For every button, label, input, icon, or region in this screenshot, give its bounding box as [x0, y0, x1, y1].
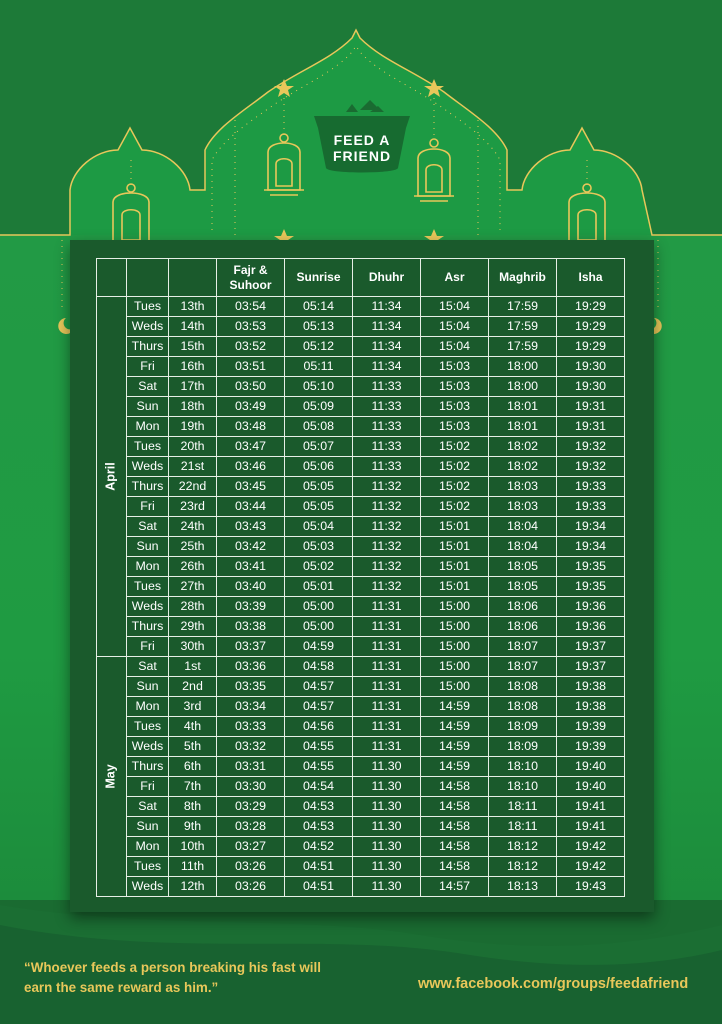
fajr-cell: 03:52 — [217, 337, 285, 357]
maghrib-cell: 18:08 — [489, 677, 557, 697]
dhuhr-cell: 11:33 — [353, 417, 421, 437]
asr-cell: 15:03 — [421, 377, 489, 397]
footer-quote — [24, 958, 364, 998]
asr-cell: 15:00 — [421, 597, 489, 617]
sunrise-cell: 05:11 — [285, 357, 353, 377]
dhuhr-cell: 11:31 — [353, 597, 421, 617]
isha-cell: 19:43 — [557, 877, 625, 897]
month-name: May — [103, 764, 118, 789]
fajr-cell: 03:49 — [217, 397, 285, 417]
day-cell: Fri — [127, 497, 169, 517]
day-cell: Sat — [127, 797, 169, 817]
asr-cell: 15:02 — [421, 497, 489, 517]
isha-cell: 19:32 — [557, 457, 625, 477]
sunrise-cell: 05:00 — [285, 597, 353, 617]
date-cell: 9th — [169, 817, 217, 837]
date-cell: 23rd — [169, 497, 217, 517]
isha-cell: 19:31 — [557, 397, 625, 417]
fajr-cell: 03:27 — [217, 837, 285, 857]
date-cell: 3rd — [169, 697, 217, 717]
date-cell: 14th — [169, 317, 217, 337]
day-cell: Weds — [127, 877, 169, 897]
month-name: April — [103, 462, 118, 491]
fajr-cell: 03:44 — [217, 497, 285, 517]
fajr-cell: 03:51 — [217, 357, 285, 377]
sunrise-cell: 04:51 — [285, 877, 353, 897]
table-row — [97, 517, 625, 537]
dhuhr-cell: 11:31 — [353, 637, 421, 657]
header-sunrise: Sunrise — [285, 259, 353, 297]
maghrib-cell: 18:12 — [489, 837, 557, 857]
fajr-cell: 03:46 — [217, 457, 285, 477]
maghrib-cell: 18:13 — [489, 877, 557, 897]
day-cell: Mon — [127, 837, 169, 857]
dhuhr-cell: 11:33 — [353, 397, 421, 417]
dhuhr-cell: 11.30 — [353, 837, 421, 857]
isha-cell: 19:41 — [557, 797, 625, 817]
maghrib-cell: 18:05 — [489, 557, 557, 577]
sunrise-cell: 04:56 — [285, 717, 353, 737]
asr-cell: 15:02 — [421, 437, 489, 457]
isha-cell: 19:42 — [557, 857, 625, 877]
dhuhr-cell: 11:32 — [353, 517, 421, 537]
sunrise-cell: 04:53 — [285, 817, 353, 837]
day-cell: Sun — [127, 397, 169, 417]
quote-line-2: earn the same reward as him.” — [24, 980, 219, 995]
sunrise-cell: 04:54 — [285, 777, 353, 797]
month-label — [97, 297, 127, 657]
dhuhr-cell: 11:31 — [353, 677, 421, 697]
date-cell: 29th — [169, 617, 217, 637]
asr-cell: 15:04 — [421, 297, 489, 317]
table-row — [97, 437, 625, 457]
isha-cell: 19:37 — [557, 657, 625, 677]
fajr-cell: 03:37 — [217, 637, 285, 657]
date-cell: 11th — [169, 857, 217, 877]
date-cell: 10th — [169, 837, 217, 857]
sunrise-cell: 05:12 — [285, 337, 353, 357]
day-cell: Tues — [127, 297, 169, 317]
logo-line-2: FRIEND — [332, 148, 392, 164]
isha-cell: 19:41 — [557, 817, 625, 837]
fajr-cell: 03:31 — [217, 757, 285, 777]
maghrib-cell: 18:04 — [489, 517, 557, 537]
dhuhr-cell: 11:34 — [353, 297, 421, 317]
dhuhr-cell: 11.30 — [353, 877, 421, 897]
day-cell: Thurs — [127, 337, 169, 357]
table-row — [97, 817, 625, 837]
date-cell: 16th — [169, 357, 217, 377]
asr-cell: 15:00 — [421, 617, 489, 637]
table-row — [97, 337, 625, 357]
dhuhr-cell: 11:32 — [353, 537, 421, 557]
table-row — [97, 417, 625, 437]
asr-cell: 14:58 — [421, 817, 489, 837]
day-cell: Tues — [127, 577, 169, 597]
date-cell: 26th — [169, 557, 217, 577]
asr-cell: 15:01 — [421, 537, 489, 557]
day-cell: Sat — [127, 657, 169, 677]
sunrise-cell: 04:55 — [285, 757, 353, 777]
dhuhr-cell: 11.30 — [353, 797, 421, 817]
isha-cell: 19:42 — [557, 837, 625, 857]
header-blank-date — [169, 259, 217, 297]
day-cell: Sat — [127, 517, 169, 537]
isha-cell: 19:38 — [557, 697, 625, 717]
isha-cell: 19:33 — [557, 477, 625, 497]
maghrib-cell: 18:01 — [489, 417, 557, 437]
asr-cell: 14:58 — [421, 777, 489, 797]
day-cell: Fri — [127, 637, 169, 657]
date-cell: 17th — [169, 377, 217, 397]
maghrib-cell: 17:59 — [489, 297, 557, 317]
fajr-cell: 03:54 — [217, 297, 285, 317]
sunrise-cell: 04:51 — [285, 857, 353, 877]
maghrib-cell: 18:05 — [489, 577, 557, 597]
asr-cell: 15:01 — [421, 577, 489, 597]
day-cell: Fri — [127, 777, 169, 797]
table-row — [97, 777, 625, 797]
table-row — [97, 557, 625, 577]
date-cell: 7th — [169, 777, 217, 797]
table-row — [97, 317, 625, 337]
table-row — [97, 617, 625, 637]
date-cell: 6th — [169, 757, 217, 777]
table-row — [97, 717, 625, 737]
sunrise-cell: 05:10 — [285, 377, 353, 397]
asr-cell: 15:02 — [421, 457, 489, 477]
table-row — [97, 837, 625, 857]
isha-cell: 19:31 — [557, 417, 625, 437]
sunrise-cell: 05:04 — [285, 517, 353, 537]
asr-cell: 15:00 — [421, 637, 489, 657]
sunrise-cell: 04:52 — [285, 837, 353, 857]
maghrib-cell: 18:06 — [489, 597, 557, 617]
table-row — [97, 657, 625, 677]
table-row — [97, 537, 625, 557]
date-cell: 8th — [169, 797, 217, 817]
dhuhr-cell: 11:31 — [353, 697, 421, 717]
isha-cell: 19:29 — [557, 297, 625, 317]
fajr-cell: 03:34 — [217, 697, 285, 717]
fajr-cell: 03:45 — [217, 477, 285, 497]
dhuhr-cell: 11:33 — [353, 437, 421, 457]
sunrise-cell: 04:58 — [285, 657, 353, 677]
asr-cell: 14:59 — [421, 697, 489, 717]
maghrib-cell: 18:02 — [489, 457, 557, 477]
isha-cell: 19:29 — [557, 337, 625, 357]
date-cell: 27th — [169, 577, 217, 597]
dhuhr-cell: 11.30 — [353, 777, 421, 797]
timetable-panel — [70, 240, 654, 912]
sunrise-cell: 05:13 — [285, 317, 353, 337]
maghrib-cell: 18:00 — [489, 377, 557, 397]
maghrib-cell: 17:59 — [489, 337, 557, 357]
dhuhr-cell: 11:34 — [353, 337, 421, 357]
sunrise-cell: 04:57 — [285, 677, 353, 697]
day-cell: Tues — [127, 437, 169, 457]
date-cell: 20th — [169, 437, 217, 457]
maghrib-cell: 18:11 — [489, 797, 557, 817]
date-cell: 15th — [169, 337, 217, 357]
fajr-cell: 03:26 — [217, 857, 285, 877]
dhuhr-cell: 11:34 — [353, 357, 421, 377]
fajr-cell: 03:48 — [217, 417, 285, 437]
dhuhr-cell: 11:33 — [353, 457, 421, 477]
date-cell: 13th — [169, 297, 217, 317]
dhuhr-cell: 11:32 — [353, 477, 421, 497]
table-row — [97, 577, 625, 597]
header-isha: Isha — [557, 259, 625, 297]
header-fajr-suhoor — [217, 259, 285, 297]
table-row — [97, 377, 625, 397]
sunrise-cell: 05:08 — [285, 417, 353, 437]
maghrib-cell: 18:12 — [489, 857, 557, 877]
table-row — [97, 737, 625, 757]
maghrib-cell: 18:01 — [489, 397, 557, 417]
isha-cell: 19:33 — [557, 497, 625, 517]
date-cell: 12th — [169, 877, 217, 897]
isha-cell: 19:35 — [557, 557, 625, 577]
sunrise-cell: 05:05 — [285, 497, 353, 517]
fajr-cell: 03:28 — [217, 817, 285, 837]
table-row — [97, 637, 625, 657]
maghrib-cell: 18:07 — [489, 637, 557, 657]
logo-line-1: FEED A — [333, 132, 391, 148]
day-cell: Mon — [127, 557, 169, 577]
sunrise-cell: 04:53 — [285, 797, 353, 817]
day-cell: Mon — [127, 697, 169, 717]
table-row — [97, 497, 625, 517]
maghrib-cell: 18:10 — [489, 757, 557, 777]
sunrise-cell: 04:59 — [285, 637, 353, 657]
asr-cell: 15:02 — [421, 477, 489, 497]
asr-cell: 14:58 — [421, 797, 489, 817]
date-cell: 19th — [169, 417, 217, 437]
isha-cell: 19:36 — [557, 597, 625, 617]
isha-cell: 19:39 — [557, 737, 625, 757]
dhuhr-cell: 11:32 — [353, 557, 421, 577]
dhuhr-cell: 11:31 — [353, 717, 421, 737]
fajr-cell: 03:50 — [217, 377, 285, 397]
maghrib-cell: 18:03 — [489, 477, 557, 497]
asr-cell: 15:03 — [421, 397, 489, 417]
asr-cell: 14:57 — [421, 877, 489, 897]
asr-cell: 15:03 — [421, 417, 489, 437]
asr-cell: 15:01 — [421, 517, 489, 537]
sunrise-cell: 05:14 — [285, 297, 353, 317]
day-cell: Weds — [127, 737, 169, 757]
sunrise-cell: 05:06 — [285, 457, 353, 477]
dhuhr-cell: 11.30 — [353, 857, 421, 877]
dhuhr-cell: 11:33 — [353, 377, 421, 397]
day-cell: Sat — [127, 377, 169, 397]
header-blank-day — [127, 259, 169, 297]
day-cell: Fri — [127, 357, 169, 377]
table-row — [97, 357, 625, 377]
asr-cell: 14:59 — [421, 737, 489, 757]
table-header-row — [97, 259, 625, 297]
dhuhr-cell: 11.30 — [353, 757, 421, 777]
date-cell: 25th — [169, 537, 217, 557]
fajr-cell: 03:36 — [217, 657, 285, 677]
sunrise-cell: 05:05 — [285, 477, 353, 497]
header-blank-month — [97, 259, 127, 297]
sunrise-cell: 04:55 — [285, 737, 353, 757]
month-label — [97, 657, 127, 897]
day-cell: Thurs — [127, 757, 169, 777]
header-dhuhr: Dhuhr — [353, 259, 421, 297]
table-row — [97, 797, 625, 817]
dhuhr-cell: 11:31 — [353, 657, 421, 677]
asr-cell: 15:00 — [421, 657, 489, 677]
day-cell: Weds — [127, 597, 169, 617]
day-cell: Thurs — [127, 617, 169, 637]
sunrise-cell: 04:57 — [285, 697, 353, 717]
isha-cell: 19:29 — [557, 317, 625, 337]
dhuhr-cell: 11:34 — [353, 317, 421, 337]
header-fajr-line2: Suhoor — [229, 277, 272, 292]
fajr-cell: 03:29 — [217, 797, 285, 817]
maghrib-cell: 18:02 — [489, 437, 557, 457]
isha-cell: 19:34 — [557, 517, 625, 537]
date-cell: 2nd — [169, 677, 217, 697]
dhuhr-cell: 11.30 — [353, 817, 421, 837]
day-cell: Sun — [127, 537, 169, 557]
sunrise-cell: 05:07 — [285, 437, 353, 457]
dhuhr-cell: 11:31 — [353, 617, 421, 637]
maghrib-cell: 18:09 — [489, 737, 557, 757]
fajr-cell: 03:32 — [217, 737, 285, 757]
table-row — [97, 857, 625, 877]
table-row — [97, 397, 625, 417]
isha-cell: 19:36 — [557, 617, 625, 637]
isha-cell: 19:30 — [557, 357, 625, 377]
day-cell: Tues — [127, 717, 169, 737]
maghrib-cell: 18:04 — [489, 537, 557, 557]
maghrib-cell: 18:08 — [489, 697, 557, 717]
maghrib-cell: 18:03 — [489, 497, 557, 517]
fajr-cell: 03:35 — [217, 677, 285, 697]
maghrib-cell: 18:10 — [489, 777, 557, 797]
fajr-cell: 03:41 — [217, 557, 285, 577]
maghrib-cell: 17:59 — [489, 317, 557, 337]
fajr-cell: 03:42 — [217, 537, 285, 557]
date-cell: 22nd — [169, 477, 217, 497]
date-cell: 18th — [169, 397, 217, 417]
date-cell: 4th — [169, 717, 217, 737]
header-asr: Asr — [421, 259, 489, 297]
facebook-group-url[interactable]: www.facebook.com/groups/feedafriend — [418, 976, 689, 992]
timetable-body — [97, 297, 625, 897]
isha-cell: 19:32 — [557, 437, 625, 457]
sunrise-cell: 05:01 — [285, 577, 353, 597]
day-cell: Mon — [127, 417, 169, 437]
date-cell: 5th — [169, 737, 217, 757]
table-row — [97, 697, 625, 717]
asr-cell: 14:59 — [421, 717, 489, 737]
header-maghrib: Maghrib — [489, 259, 557, 297]
isha-cell: 19:40 — [557, 777, 625, 797]
table-row — [97, 877, 625, 897]
day-cell: Sun — [127, 817, 169, 837]
isha-cell: 19:34 — [557, 537, 625, 557]
asr-cell: 15:03 — [421, 357, 489, 377]
fajr-cell: 03:33 — [217, 717, 285, 737]
asr-cell: 14:58 — [421, 857, 489, 877]
header-fajr-line1: Fajr & — [233, 262, 268, 277]
sunrise-cell: 05:02 — [285, 557, 353, 577]
maghrib-cell: 18:06 — [489, 617, 557, 637]
date-cell: 30th — [169, 637, 217, 657]
isha-cell: 19:38 — [557, 677, 625, 697]
table-row — [97, 677, 625, 697]
fajr-cell: 03:30 — [217, 777, 285, 797]
day-cell: Weds — [127, 317, 169, 337]
asr-cell: 15:04 — [421, 317, 489, 337]
asr-cell: 15:01 — [421, 557, 489, 577]
table-row — [97, 477, 625, 497]
asr-cell: 14:59 — [421, 757, 489, 777]
fajr-cell: 03:53 — [217, 317, 285, 337]
maghrib-cell: 18:00 — [489, 357, 557, 377]
fajr-cell: 03:40 — [217, 577, 285, 597]
fajr-cell: 03:39 — [217, 597, 285, 617]
day-cell: Tues — [127, 857, 169, 877]
day-cell: Thurs — [127, 477, 169, 497]
maghrib-cell: 18:11 — [489, 817, 557, 837]
dhuhr-cell: 11:32 — [353, 497, 421, 517]
feed-a-friend-logo — [308, 98, 416, 178]
isha-cell: 19:40 — [557, 757, 625, 777]
fajr-cell: 03:26 — [217, 877, 285, 897]
date-cell: 1st — [169, 657, 217, 677]
maghrib-cell: 18:09 — [489, 717, 557, 737]
quote-line-1: “Whoever feeds a person breaking his fast will — [24, 960, 321, 975]
isha-cell: 19:35 — [557, 577, 625, 597]
fajr-cell: 03:43 — [217, 517, 285, 537]
fajr-cell: 03:47 — [217, 437, 285, 457]
date-cell: 21st — [169, 457, 217, 477]
table-row — [97, 457, 625, 477]
sunrise-cell: 05:09 — [285, 397, 353, 417]
asr-cell: 14:58 — [421, 837, 489, 857]
dhuhr-cell: 11:32 — [353, 577, 421, 597]
isha-cell: 19:37 — [557, 637, 625, 657]
maghrib-cell: 18:07 — [489, 657, 557, 677]
dhuhr-cell: 11:31 — [353, 737, 421, 757]
date-cell: 24th — [169, 517, 217, 537]
table-row — [97, 297, 625, 317]
asr-cell: 15:00 — [421, 677, 489, 697]
isha-cell: 19:30 — [557, 377, 625, 397]
fajr-cell: 03:38 — [217, 617, 285, 637]
prayer-timetable — [96, 258, 625, 897]
table-row — [97, 597, 625, 617]
sunrise-cell: 05:00 — [285, 617, 353, 637]
isha-cell: 19:39 — [557, 717, 625, 737]
day-cell: Sun — [127, 677, 169, 697]
sunrise-cell: 05:03 — [285, 537, 353, 557]
table-row — [97, 757, 625, 777]
day-cell: Weds — [127, 457, 169, 477]
asr-cell: 15:04 — [421, 337, 489, 357]
date-cell: 28th — [169, 597, 217, 617]
